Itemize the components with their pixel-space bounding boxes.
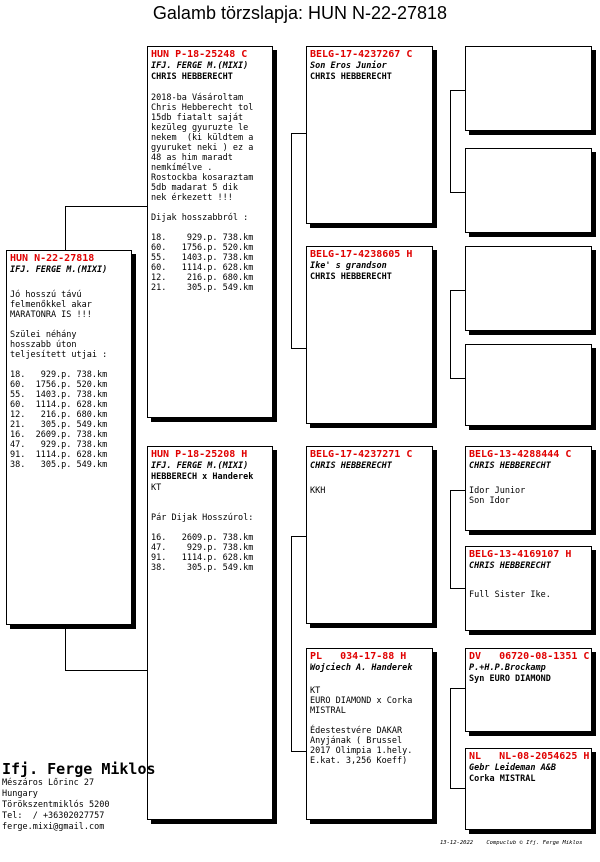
connector-line [291, 751, 306, 752]
ggp-card-7 [465, 648, 592, 732]
fm-owner: Ike' s grandson [310, 261, 387, 271]
subject-card [6, 250, 132, 625]
paternal-grandmother-card [306, 246, 433, 424]
fm-breeder: CHRIS HEBBERECHT [310, 272, 392, 282]
connector-line [450, 90, 451, 192]
subject-note: Jó hosszú távú felmenőkkel akar MARATONRA IS !!! Szülei néhány hosszabb úton teljesített utjai : 18. 929.p. 738.km 60. 1756.p. 520.km 55. 1403.p. 738.km 60. 1114.p. 628.km 12. 216.p. 680.km 21. 305.p. 549.km 16. 2609.p. 738.km 47. 929.p. 738.km 91. 1114.p. 628.km 38. 305.p. 549.km [10, 290, 108, 470]
ff-ring: BELG-17-4237267 C [310, 49, 413, 60]
ggp-card-3 [465, 246, 592, 331]
connector-line [450, 290, 451, 378]
mmf-breeder: Syn EURO DIAMOND [469, 674, 551, 684]
maternal-grandfather-card [306, 446, 433, 624]
father-ring: HUN P-18-25248 C [151, 49, 248, 60]
mfm-ring: BELG-13-4169107 H [469, 549, 572, 560]
father-owner: IFJ. FERGE M.(MIXI) [151, 61, 249, 71]
mother-note: KT Pár Dijak Hosszúrol: 16. 2609.p. 738.km 47. 929.p. 738.km 91. 1114.p. 628.km 38. 305.p. 549.km [151, 483, 254, 573]
mf-ring: BELG-17-4237271 C [310, 449, 413, 460]
connector-line [450, 490, 451, 588]
father-breeder: CHRIS HEBBERECHT [151, 72, 233, 82]
father-card [147, 46, 273, 418]
mmf-owner: P.+H.P.Brockamp [469, 663, 546, 673]
owner-address: Mészáros Lőrinc 27 Hungary Törökszentmiklós 5200 Tel: / +36302027757 ferge.mixi@gmail.com [2, 778, 110, 832]
maternal-grandmother-card [306, 648, 433, 820]
connector-line [450, 290, 465, 291]
mmm-owner: Gebr Leideman A&B [469, 763, 556, 773]
connector-line [65, 625, 66, 670]
print-meta: 13-12-2022 Compuclub © Ifj. Ferge Miklos [440, 840, 583, 846]
mm-note: KT EURO DIAMOND x Corka MISTRAL Édestestvére DAKAR Anyjának ( Brussel 2017 Olimpia 1.hely. E.kat. 3,256 Koeff) [310, 686, 413, 766]
ggp-card-5 [465, 446, 592, 531]
connector-line [291, 133, 292, 348]
ff-owner: Son Eros Junior [310, 61, 387, 71]
mm-ring: PL 034-17-88 H [310, 651, 407, 662]
connector-line [450, 90, 465, 91]
mother-card [147, 446, 273, 820]
ggp-card-2 [465, 148, 592, 233]
connector-line [291, 536, 292, 751]
father-note: 2018-ba Vásároltam Chris Hebberecht tol 15db fiatalt saját kezüleg gyuruzte le nekem (ki küldtem a gyuruket neki ) ez a 48 as him maradt nemkímélve . Rostockba kosaraztam 5db madarat 5 dik nek érkezett !!! Dijak hosszabbról : 18. 929.p. 738.km 60. 1756.p. 520.km 55. 1403.p. 738.km 60. 1114.p. 628.km 12. 216.p. 680.km 21. 305.p. 549.km [151, 93, 254, 293]
connector-line [450, 688, 451, 788]
connector-line [450, 490, 465, 491]
mmf-ring: DV 06720-08-1351 C [469, 651, 590, 662]
owner-name: Ifj. Ferge Miklos [2, 760, 156, 778]
connector-line [65, 670, 147, 671]
connector-line [65, 206, 66, 250]
ggp-card-8 [465, 748, 592, 830]
mfm-owner: CHRIS HEBBERECHT [469, 561, 551, 571]
fm-ring: BELG-17-4238605 H [310, 249, 413, 260]
connector-line [450, 788, 465, 789]
connector-line [450, 688, 465, 689]
subject-owner: IFJ. FERGE M.(MIXI) [10, 265, 108, 275]
connector-line [450, 588, 465, 589]
mmm-breeder: Corka MISTRAL [469, 774, 536, 784]
connector-line [291, 133, 306, 134]
mf-owner: CHRIS HEBBERECHT [310, 461, 392, 471]
mf-note: KKH [310, 486, 326, 496]
mother-ring: HUN P-18-25208 H [151, 449, 248, 460]
ff-breeder: CHRIS HEBBERECHT [310, 72, 392, 82]
ggp-card-4 [465, 344, 592, 426]
page-title: Galamb törzslapja: HUN N-22-27818 [152, 3, 448, 23]
mother-breeder: HEBBERECH x Handerek [151, 472, 254, 482]
connector-line [450, 192, 465, 193]
mmm-ring: NL NL-08-2054625 H [469, 751, 590, 762]
subject-ring: HUN N-22-27818 [10, 253, 95, 264]
mff-note: Idor Junior Son Idor [469, 486, 526, 506]
mother-owner: IFJ. FERGE M.(MIXI) [151, 461, 249, 471]
mfm-note: Full Sister Ike. [469, 590, 551, 600]
mff-owner: CHRIS HEBBERECHT [469, 461, 551, 471]
ggp-card-1 [465, 46, 592, 131]
connector-line [291, 536, 306, 537]
mff-ring: BELG-13-4288444 C [469, 449, 572, 460]
connector-line [450, 378, 465, 379]
connector-line [291, 348, 306, 349]
paternal-grandfather-card [306, 46, 433, 224]
mm-owner: Wojciech A. Handerek [310, 663, 413, 673]
connector-line [65, 206, 147, 207]
ggp-card-6 [465, 546, 592, 631]
